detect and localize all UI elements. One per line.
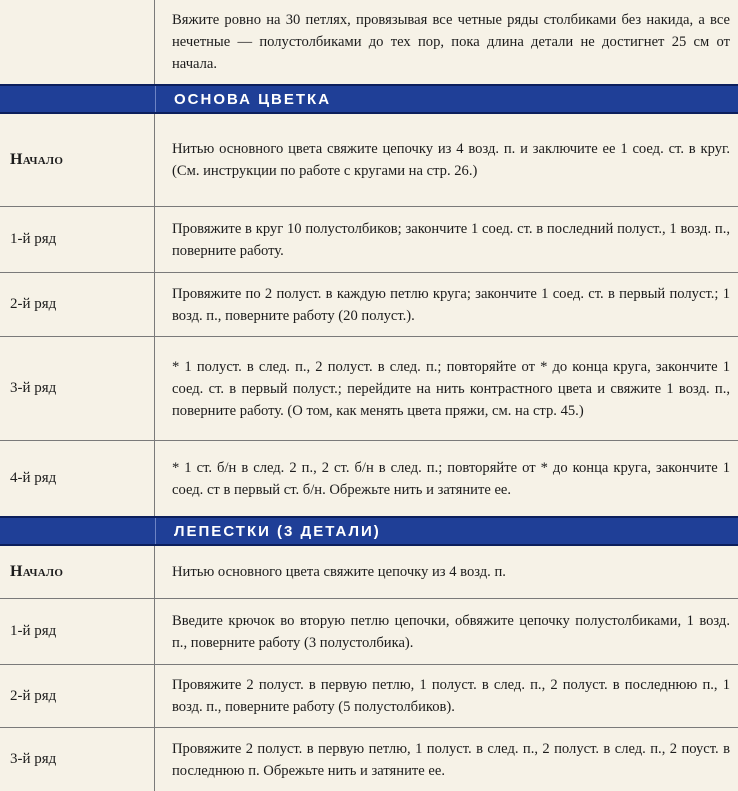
row-text: * 1 ст. б/н в след. 2 п., 2 ст. б/н в след. п.; повторяйте от * до конца круга, закончите 1 соед. ст в первый ст. б/н. Обрежьте нить и затяните ее. <box>172 459 730 498</box>
intro-text-cell <box>156 0 738 84</box>
row-text-cell <box>156 665 738 727</box>
row-label: 4-й ряд <box>0 441 155 516</box>
base-row-4 <box>0 440 738 516</box>
row-label: Начало <box>0 546 155 598</box>
row-label: 2-й ряд <box>0 273 155 336</box>
row-label: 3-й ряд <box>0 728 155 791</box>
row-text-cell <box>156 114 738 206</box>
section-title-petals: ЛЕПЕСТКИ (3 ДЕТАЛИ) <box>174 522 381 540</box>
row-text-cell <box>156 599 738 664</box>
row-text-cell <box>156 207 738 272</box>
row-text: Нитью основного цвета свяжите цепочку из 4 возд. п. <box>172 564 506 580</box>
row-text: Нитью основного цвета свяжите цепочку из 4 возд. п. и заключите ее 1 соед. ст. в круг. (См. инструкции по работе с кругами на стр. 26.) <box>172 141 730 179</box>
row-label: Начало <box>0 114 155 206</box>
intro-label-cell <box>0 0 155 84</box>
row-text: Провяжите по 2 полуст. в каждую петлю круга; закончите 1 соед. ст. в первый полуст.; 1 возд. п., поверните работу (20 полуст.). <box>172 285 730 324</box>
base-row-start <box>0 114 738 206</box>
section-header-base <box>0 84 738 114</box>
section-header-petals <box>0 516 738 546</box>
petals-row-start <box>0 546 738 598</box>
petals-row-2 <box>0 664 738 727</box>
petals-row-3 <box>0 727 738 791</box>
petals-row-1 <box>0 598 738 664</box>
row-text: Провяжите в круг 10 полустолбиков; закончите 1 соед. ст. в последний полуст., 1 возд. п., поверните работу. <box>172 220 730 259</box>
intro-text: Вяжите ровно на 30 петлях, провязывая все четные ряды столбиками без накида, а все нечетные — полустолбиками до тех пор, пока длина детали не достигнет 25 см от начала. <box>172 12 730 72</box>
intro-row <box>0 0 738 84</box>
row-label: 3-й ряд <box>0 337 155 440</box>
row-label: 1-й ряд <box>0 207 155 272</box>
row-label: 1-й ряд <box>0 599 155 664</box>
row-text-cell <box>156 441 738 516</box>
row-text-cell <box>156 337 738 440</box>
section-title-base: ОСНОВА ЦВЕТКА <box>174 90 332 108</box>
base-row-3 <box>0 336 738 440</box>
row-label: 2-й ряд <box>0 665 155 727</box>
row-text-cell <box>156 546 738 598</box>
row-text-cell <box>156 728 738 791</box>
row-text: Провяжите 2 полуст. в первую петлю, 1 полуст. в след. п., 2 полуст. в след. п., 2 поуст. в последнюю п. Обрежьте нить и затяните ее. <box>172 740 730 779</box>
row-text-cell <box>156 273 738 336</box>
row-text: Введите крючок во вторую петлю цепочки, обвяжите цепочку полустолбиками, 1 возд. п., поверните работу (3 полустолбика). <box>172 612 730 651</box>
base-row-2 <box>0 272 738 336</box>
row-text: * 1 полуст. в след. п., 2 полуст. в след. п.; повторяйте от * до конца круга, закончите 1 соед. ст. в первый полуст.; перейдите на нить контрастного цвета и свяжите 1 возд. п., поверните работу. (О том, как менять цвета пряжи, см. на стр. 45.) <box>172 358 730 419</box>
row-text: Провяжите 2 полуст. в первую петлю, 1 полуст. в след. п., 2 полуст. в последнюю п., 1 возд. п., поверните работу (5 полустолбиков). <box>172 677 730 715</box>
base-row-1 <box>0 206 738 272</box>
